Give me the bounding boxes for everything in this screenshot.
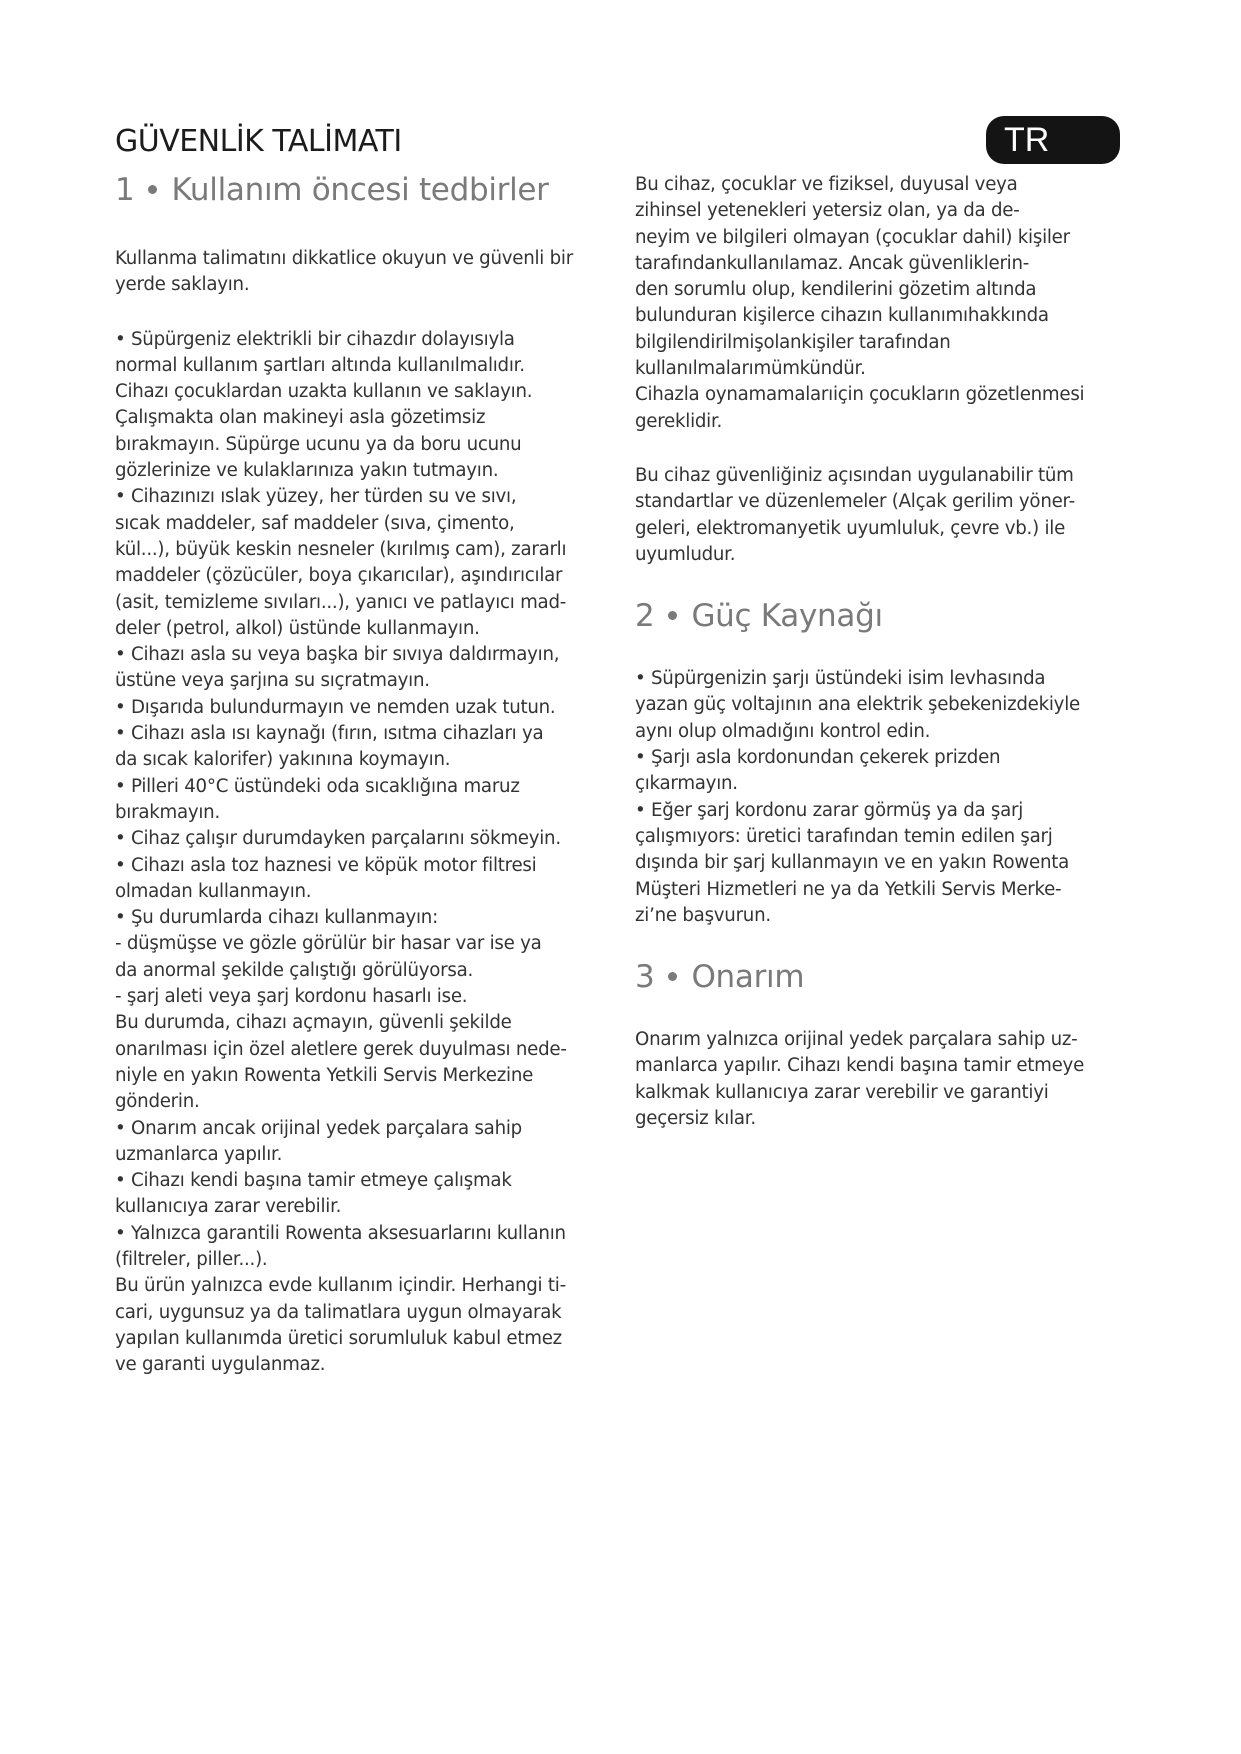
bullet-dot-icon bbox=[668, 972, 677, 981]
power-supply-paragraph bbox=[635, 666, 1125, 929]
text-line: kullanıcıya zarar verebilir. bbox=[115, 1196, 342, 1218]
text-line: bulunduran kişilerce cihazın kullanımıhakkında bbox=[635, 305, 1049, 327]
text-line: sıcak maddeler, saf maddeler (sıva, çimento, bbox=[115, 512, 515, 534]
precautions-list bbox=[115, 327, 605, 1379]
intro-paragraph bbox=[115, 246, 605, 299]
text-line: bilgilendirilmişolankişiler tarafından bbox=[635, 331, 951, 353]
text-line: neyim ve bilgileri olmayan (çocuklar dahil) kişiler bbox=[635, 226, 1070, 248]
text-line: • Yalnızca garantili Rowenta aksesuarlarını kullanın bbox=[115, 1222, 566, 1244]
section-title: Kullanım öncesi tedbirler bbox=[171, 172, 549, 208]
text-line: yapılan kullanımda üretici sorumluluk kabul etmez bbox=[115, 1327, 562, 1349]
text-line: den sorumlu olup, kendilerini gözetim altında bbox=[635, 279, 1037, 301]
section-number: 2 bbox=[635, 598, 655, 635]
text-line: maddeler (çözücüler, boya çıkarıcılar), aşındırıcılar bbox=[115, 565, 563, 587]
text-line: • Onarım ancak orijinal yedek parçalara sahip bbox=[115, 1117, 522, 1139]
text-line: • Pilleri 40°C üstündeki oda sıcaklığına maruz bbox=[115, 775, 520, 797]
text-line: ve garanti uygulanmaz. bbox=[115, 1354, 326, 1376]
text-line: yazan güç voltajının ana elektrik şebekenizdekiyle bbox=[635, 694, 1080, 716]
text-line: geleri, elektromanyetik uyumluluk, çevre vb.) ile bbox=[635, 517, 1066, 539]
text-line: • Cihazı asla toz haznesi ve köpük motor filtresi bbox=[115, 854, 537, 876]
text-line: cari, uygunsuz ya da talimatlara uygun olmayarak bbox=[115, 1301, 562, 1323]
text-line: Cihazı çocuklardan uzakta kullanın ve saklayın. bbox=[115, 381, 533, 403]
text-line: Onarım yalnızca orijinal yedek parçalara sahip uz- bbox=[635, 1029, 1078, 1051]
text-line: standartlar ve düzenlemeler (Alçak gerilim yöner- bbox=[635, 491, 1075, 513]
text-line: • Cihazınızı ıslak yüzey, her türden su ve sıvı, bbox=[115, 486, 517, 508]
text-line: (asit, temizleme sıvıları...), yanıcı ve patlayıcı mad- bbox=[115, 591, 567, 613]
text-line: aynı olup olmadığını kontrol edin. bbox=[635, 720, 931, 742]
text-line: • Eğer şarj kordonu zarar görmüş ya da şarj bbox=[635, 799, 1024, 821]
section-3-heading bbox=[635, 957, 1125, 997]
text-line: uyumludur. bbox=[635, 543, 736, 565]
text-line: • Süpürgenizin şarjı üstündeki isim levhasında bbox=[635, 668, 1046, 690]
page-title: GÜVENLİK TALİMATI bbox=[115, 124, 402, 159]
section-title: Onarım bbox=[691, 959, 805, 996]
usage-restriction-paragraph bbox=[635, 172, 1125, 435]
text-line: zihinsel yetenekleri yetersiz olan, ya da de- bbox=[635, 200, 1020, 222]
text-line: Cihazla oynamamalarıiçin çocukların gözetlenmesi bbox=[635, 384, 1085, 406]
compliance-paragraph bbox=[635, 463, 1125, 568]
section-2-heading bbox=[635, 596, 1125, 636]
text-line: uzmanlarca yapılır. bbox=[115, 1143, 283, 1165]
text-line: niyle en yakın Rowenta Yetkili Servis Merkezine bbox=[115, 1064, 534, 1086]
text-line: Müşteri Hizmetleri ne ya da Yetkili Servis Merke- bbox=[635, 878, 1062, 900]
text-line: (filtreler, piller...). bbox=[115, 1248, 268, 1270]
section-title: Güç Kaynağı bbox=[691, 598, 883, 635]
section-1-heading bbox=[115, 170, 605, 210]
text-line: da anormal şekilde çalıştığı görülüyorsa. bbox=[115, 959, 474, 981]
text-line: deler (petrol, alkol) üstünde kullanmayın. bbox=[115, 617, 480, 639]
text-line: Bu cihaz, çocuklar ve fiziksel, duyusal veya bbox=[635, 174, 1018, 195]
section-number: 1 bbox=[115, 172, 135, 208]
repair-paragraph bbox=[635, 1027, 1125, 1132]
text-line: • Şu durumlarda cihazı kullanmayın: bbox=[115, 907, 438, 929]
text-line: kullanılmalarımümkündür. bbox=[635, 358, 866, 380]
text-line: Bu ürün yalnızca evde kullanım içindir. Herhangi ti- bbox=[115, 1275, 566, 1297]
text-line: Kullanma talimatını dikkatlice okuyun ve güvenli bir bbox=[115, 248, 573, 269]
text-line: dışında bir şarj kullanmayın ve en yakın Rowenta bbox=[635, 852, 1070, 874]
text-line: çalışmıyors: üretici tarafından temin edilen şarj bbox=[635, 825, 1053, 847]
text-line: • Cihazı kendi başına tamir etmeye çalışmak bbox=[115, 1170, 512, 1192]
text-line: gözlerinize ve kulaklarınıza yakın tutmayın. bbox=[115, 460, 499, 482]
section-number: 3 bbox=[635, 959, 655, 996]
text-line: geçersiz kılar. bbox=[635, 1108, 756, 1130]
text-line: onarılması için özel aletlere gerek duyulması nede- bbox=[115, 1038, 567, 1060]
text-line: olmadan kullanmayın. bbox=[115, 880, 312, 902]
text-line: • Cihazı asla su veya başka bir sıvıya daldırmayın, bbox=[115, 644, 560, 666]
text-line: - düşmüşse ve gözle görülür bir hasar var ise ya bbox=[115, 933, 542, 955]
text-line: Çalışmakta olan makineyi asla gözetimsiz bbox=[115, 407, 486, 429]
right-column bbox=[635, 172, 1125, 1132]
text-line: çıkarmayın. bbox=[635, 773, 738, 795]
bullet-dot-icon bbox=[668, 611, 677, 620]
text-line: • Cihazı asla ısı kaynağı (fırın, ısıtma cihazları ya bbox=[115, 723, 544, 745]
text-line: • Süpürgeniz elektrikli bir cihazdır dolayısıyla bbox=[115, 328, 515, 350]
text-line: manlarca yapılır. Cihazı kendi başına tamir etmeye bbox=[635, 1055, 1085, 1077]
text-line: normal kullanım şartları altında kullanılmalıdır. bbox=[115, 354, 525, 376]
text-line: • Dışarıda bulundurmayın ve nemden uzak tutun. bbox=[115, 696, 556, 718]
text-line: yerde saklayın. bbox=[115, 274, 250, 296]
text-line: - şarj aleti veya şarj kordonu hasarlı ise. bbox=[115, 986, 468, 1008]
text-line: gönderin. bbox=[115, 1091, 200, 1113]
text-line: zi’ne başvurun. bbox=[635, 904, 771, 926]
text-line: tarafındankullanılamaz. Ancak güvenliklerin- bbox=[635, 252, 1030, 274]
text-line: Bu cihaz güvenliğiniz açısından uygulanabilir tüm bbox=[635, 464, 1074, 486]
text-line: • Cihaz çalışır durumdayken parçalarını sökmeyin. bbox=[115, 828, 561, 850]
bullet-dot-icon bbox=[148, 185, 157, 194]
text-line: kül...), büyük keskin nesneler (kırılmış cam), zararlı bbox=[115, 538, 567, 560]
text-line: bırakmayın. bbox=[115, 801, 220, 823]
left-column bbox=[115, 170, 605, 1378]
text-line: üstüne veya şarjına su sıçratmayın. bbox=[115, 670, 430, 692]
text-line: Bu durumda, cihazı açmayın, güvenli şekilde bbox=[115, 1012, 512, 1034]
text-line: bırakmayın. Süpürge ucunu ya da boru ucunu bbox=[115, 433, 522, 455]
text-line: kalkmak kullanıcıya zarar verebilir ve garantiyi bbox=[635, 1081, 1049, 1103]
language-badge: TR bbox=[986, 116, 1120, 164]
text-line: • Şarjı asla kordonundan çekerek prizden bbox=[635, 747, 1001, 769]
text-line: da sıcak kalorifer) yakınına koymayın. bbox=[115, 749, 451, 771]
text-line: gereklidir. bbox=[635, 410, 723, 432]
